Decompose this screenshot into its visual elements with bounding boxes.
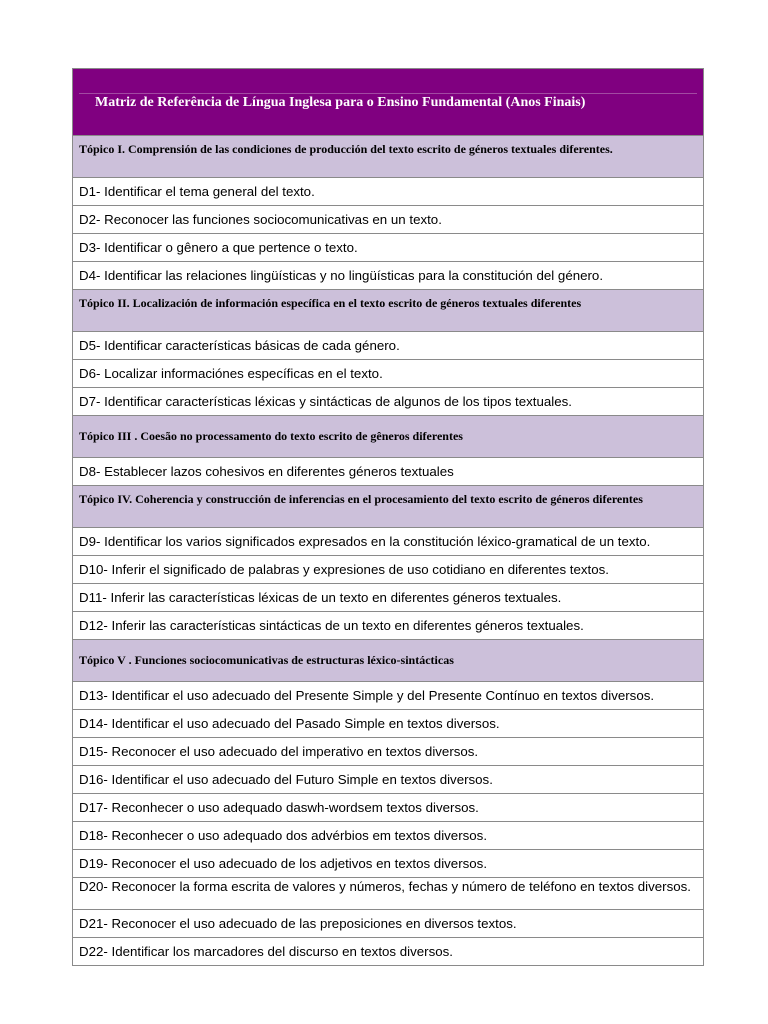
descriptor-row-d19: D19- Reconocer el uso adecuado de los adjetivos en textos diversos. [73,849,703,877]
descriptor-row-d10: D10- Inferir el significado de palabras y expresiones de uso cotidiano en diferentes textos. [73,555,703,583]
descriptor-row-d5: D5- Identificar características básicas de cada género. [73,331,703,359]
descriptor-row-d7: D7- Identificar características léxicas y sintácticas de algunos de los tipos textuales. [73,387,703,415]
topic-row-2: Tópico II. Localización de información específica en el texto escrito de géneros textuales diferentes [73,289,703,331]
descriptor-row-d6: D6- Localizar informaciónes específicas en el texto. [73,359,703,387]
descriptor-row-d4: D4- Identificar las relaciones lingüísticas y no lingüísticas para la constitución del género. [73,261,703,289]
reference-matrix-table [72,68,704,966]
descriptor-row-d14: D14- Identificar el uso adecuado del Pasado Simple en textos diversos. [73,709,703,737]
descriptor-row-d8: D8- Establecer lazos cohesivos en diferentes géneros textuales [73,457,703,485]
descriptor-row-d21: D21- Reconocer el uso adecuado de las preposiciones en diversos textos. [73,909,703,937]
descriptor-row-d11: D11- Inferir las características léxicas de un texto en diferentes géneros textuales. [73,583,703,611]
descriptor-row-d17: D17- Reconhecer o uso adequado daswh-wordsem textos diversos. [73,793,703,821]
topic-row-1: Tópico I. Comprensión de las condiciones de producción del texto escrito de géneros textuales diferentes. [73,135,703,177]
descriptor-row-d16: D16- Identificar el uso adecuado del Futuro Simple en textos diversos. [73,765,703,793]
descriptor-row-d3: D3- Identificar o gênero a que pertence o texto. [73,233,703,261]
descriptor-row-d1: D1- Identificar el tema general del texto. [73,177,703,205]
descriptor-row-d18: D18- Reconhecer o uso adequado dos advérbios em textos diversos. [73,821,703,849]
descriptor-row-d20: D20- Reconocer la forma escrita de valores y números, fechas y número de teléfono en textos diversos. [73,877,703,909]
descriptor-row-d9: D9- Identificar los varios significados expresados en la constitución léxico-gramatical de un texto. [73,527,703,555]
table-header [73,69,703,135]
topic-row-3: Tópico III . Coesão no processamento do texto escrito de gêneros diferentes [73,415,703,457]
header-divider [79,93,697,94]
topic-row-5: Tópico V . Funciones sociocomunicativas de estructuras léxico-sintácticas [73,639,703,681]
descriptor-row-d2: D2- Reconocer las funciones sociocomunicativas en un texto. [73,205,703,233]
descriptor-row-d12: D12- Inferir las características sintácticas de un texto en diferentes géneros textuales. [73,611,703,639]
descriptor-row-d22: D22- Identificar los marcadores del discurso en textos diversos. [73,937,703,965]
topic-row-4: Tópico IV. Coherencia y construcción de inferencias en el procesamiento del texto escrito de géneros diferentes [73,485,703,527]
matrix-title: Matriz de Referência de Língua Inglesa para o Ensino Fundamental (Anos Finais) [95,95,586,110]
descriptor-row-d13: D13- Identificar el uso adecuado del Presente Simple y del Presente Contínuo en textos diversos. [73,681,703,709]
descriptor-row-d15: D15- Reconocer el uso adecuado del imperativo en textos diversos. [73,737,703,765]
